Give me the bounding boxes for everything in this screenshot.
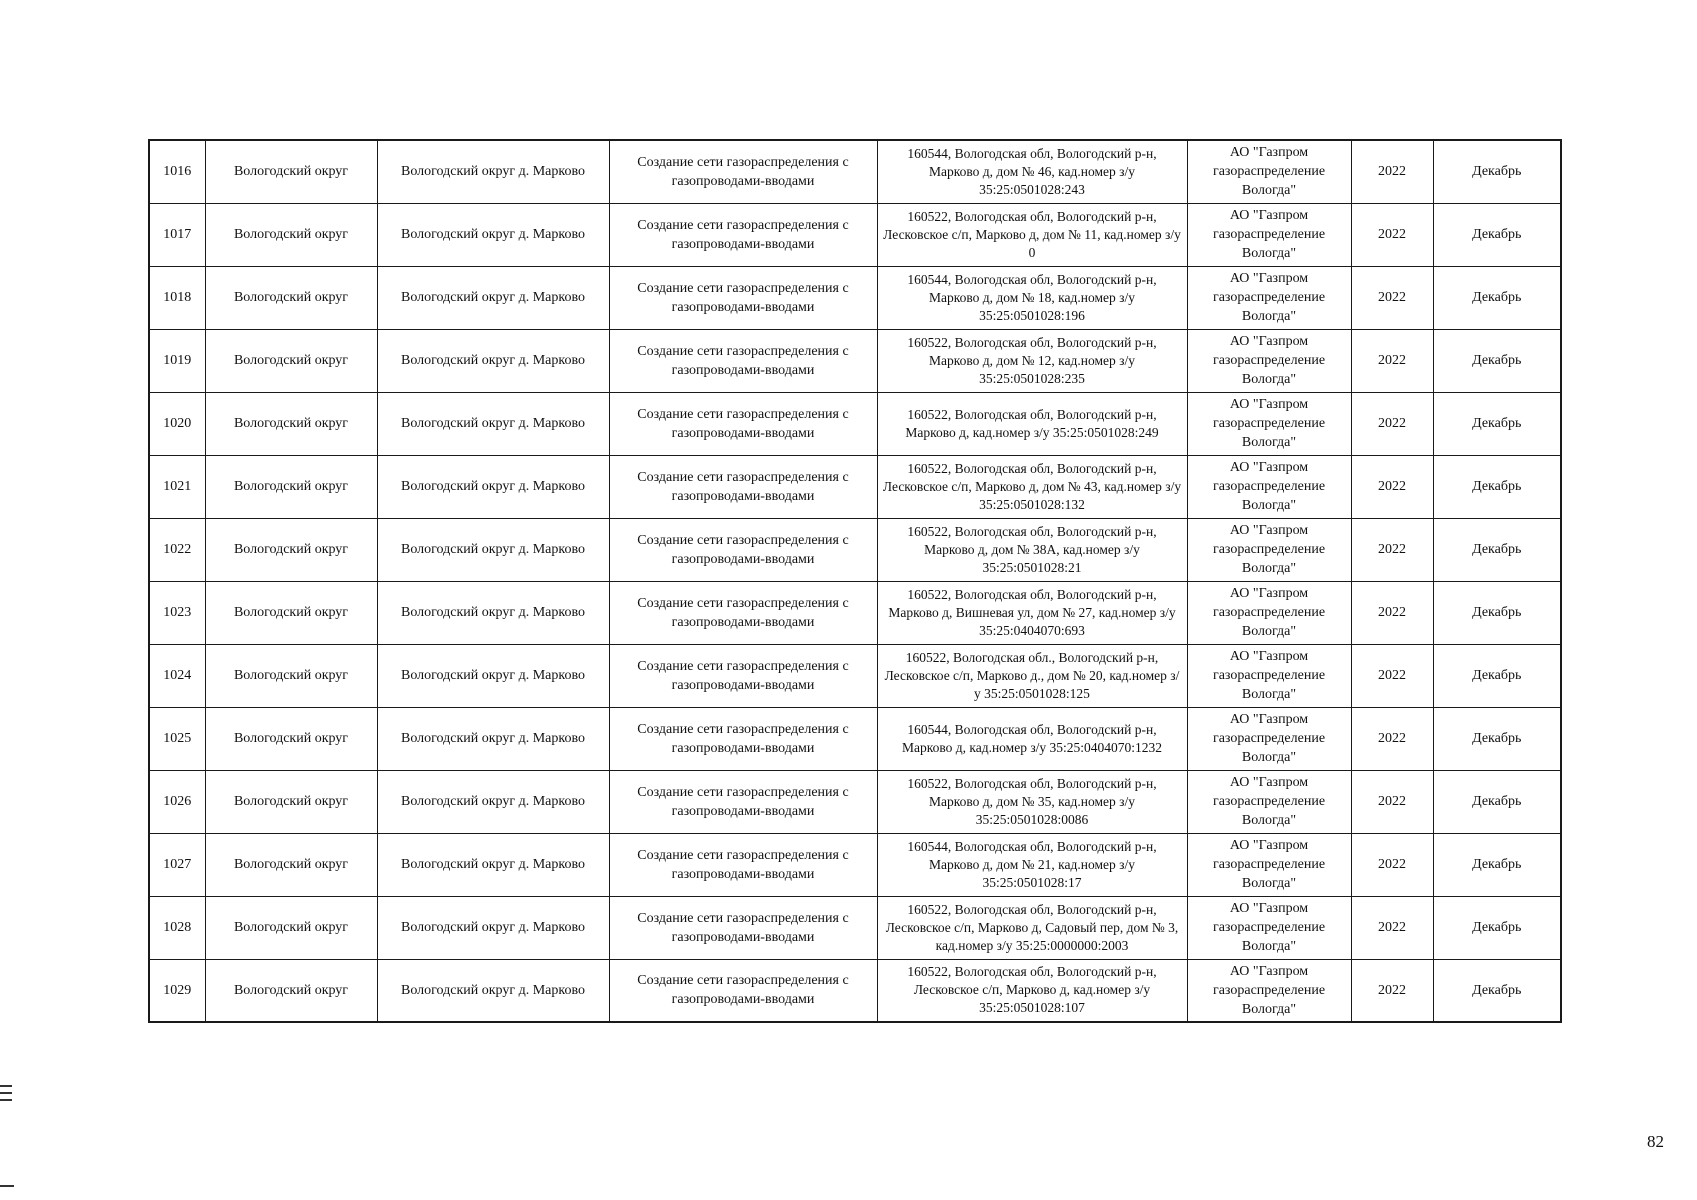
binding-mark bbox=[0, 1099, 12, 1101]
month-cell: Декабрь bbox=[1433, 266, 1561, 329]
table-row bbox=[149, 392, 1561, 455]
object-cell: Создание сети газораспределения с газопроводами-вводами bbox=[609, 455, 877, 518]
organization-cell: АО "Газпром газораспределение Вологда" bbox=[1187, 266, 1351, 329]
row-number-cell: 1028 bbox=[149, 896, 205, 959]
organization-cell: АО "Газпром газораспределение Вологда" bbox=[1187, 707, 1351, 770]
address-cell: 160544, Вологодская обл, Вологодский р-н, Марково д, дом № 21, кад.номер з/у 35:25:0501028:17 bbox=[877, 833, 1187, 896]
district-cell: Вологодский округ bbox=[205, 959, 377, 1022]
year-cell: 2022 bbox=[1351, 203, 1433, 266]
organization-cell: АО "Газпром газораспределение Вологда" bbox=[1187, 203, 1351, 266]
year-cell: 2022 bbox=[1351, 959, 1433, 1022]
month-cell: Декабрь bbox=[1433, 959, 1561, 1022]
binding-mark bbox=[0, 1085, 12, 1087]
row-number-cell: 1022 bbox=[149, 518, 205, 581]
row-number-cell: 1016 bbox=[149, 140, 205, 203]
organization-cell: АО "Газпром газораспределение Вологда" bbox=[1187, 959, 1351, 1022]
binding-mark bbox=[0, 1185, 14, 1187]
address-cell: 160522, Вологодская обл, Вологодский р-н, Марково д, дом № 12, кад.номер з/у 35:25:0501028:235 bbox=[877, 329, 1187, 392]
object-cell: Создание сети газораспределения с газопроводами-вводами bbox=[609, 203, 877, 266]
month-cell: Декабрь bbox=[1433, 140, 1561, 203]
table-row bbox=[149, 833, 1561, 896]
organization-cell: АО "Газпром газораспределение Вологда" bbox=[1187, 392, 1351, 455]
locality-cell: Вологодский округ д. Марково bbox=[377, 770, 609, 833]
address-cell: 160544, Вологодская обл, Вологодский р-н, Марково д, кад.номер з/у 35:25:0404070:1232 bbox=[877, 707, 1187, 770]
district-cell: Вологодский округ bbox=[205, 518, 377, 581]
address-cell: 160522, Вологодская обл, Вологодский р-н, Марково д, дом № 35, кад.номер з/у 35:25:0501028:0086 bbox=[877, 770, 1187, 833]
locality-cell: Вологодский округ д. Марково bbox=[377, 896, 609, 959]
address-cell: 160522, Вологодская обл, Вологодский р-н, Лесковское с/п, Марково д, кад.номер з/у 35:25:0501028:107 bbox=[877, 959, 1187, 1022]
table-row bbox=[149, 140, 1561, 203]
table-body bbox=[149, 140, 1561, 1022]
district-cell: Вологодский округ bbox=[205, 833, 377, 896]
address-cell: 160522, Вологодская обл., Вологодский р-н, Лесковское с/п, Марково д., дом № 20, кад.номер з/у 35:25:0501028:125 bbox=[877, 644, 1187, 707]
month-cell: Декабрь bbox=[1433, 896, 1561, 959]
object-cell: Создание сети газораспределения с газопроводами-вводами bbox=[609, 266, 877, 329]
locality-cell: Вологодский округ д. Марково bbox=[377, 203, 609, 266]
year-cell: 2022 bbox=[1351, 770, 1433, 833]
table-row bbox=[149, 266, 1561, 329]
row-number-cell: 1024 bbox=[149, 644, 205, 707]
object-cell: Создание сети газораспределения с газопроводами-вводами bbox=[609, 581, 877, 644]
organization-cell: АО "Газпром газораспределение Вологда" bbox=[1187, 833, 1351, 896]
object-cell: Создание сети газораспределения с газопроводами-вводами bbox=[609, 392, 877, 455]
district-cell: Вологодский округ bbox=[205, 644, 377, 707]
locality-cell: Вологодский округ д. Марково bbox=[377, 581, 609, 644]
district-cell: Вологодский округ bbox=[205, 140, 377, 203]
row-number-cell: 1018 bbox=[149, 266, 205, 329]
organization-cell: АО "Газпром газораспределение Вологда" bbox=[1187, 581, 1351, 644]
district-cell: Вологодский округ bbox=[205, 581, 377, 644]
address-cell: 160544, Вологодская обл, Вологодский р-н, Марково д, дом № 46, кад.номер з/у 35:25:0501028:243 bbox=[877, 140, 1187, 203]
object-cell: Создание сети газораспределения с газопроводами-вводами bbox=[609, 896, 877, 959]
district-cell: Вологодский округ bbox=[205, 896, 377, 959]
locality-cell: Вологодский округ д. Марково bbox=[377, 518, 609, 581]
district-cell: Вологодский округ bbox=[205, 392, 377, 455]
month-cell: Декабрь bbox=[1433, 770, 1561, 833]
district-cell: Вологодский округ bbox=[205, 707, 377, 770]
district-cell: Вологодский округ bbox=[205, 266, 377, 329]
year-cell: 2022 bbox=[1351, 392, 1433, 455]
table-row bbox=[149, 455, 1561, 518]
district-cell: Вологодский округ bbox=[205, 455, 377, 518]
month-cell: Декабрь bbox=[1433, 707, 1561, 770]
locality-cell: Вологодский округ д. Марково bbox=[377, 833, 609, 896]
organization-cell: АО "Газпром газораспределение Вологда" bbox=[1187, 644, 1351, 707]
table-row bbox=[149, 518, 1561, 581]
table-row bbox=[149, 644, 1561, 707]
row-number-cell: 1020 bbox=[149, 392, 205, 455]
table-row bbox=[149, 329, 1561, 392]
row-number-cell: 1017 bbox=[149, 203, 205, 266]
row-number-cell: 1029 bbox=[149, 959, 205, 1022]
object-cell: Создание сети газораспределения с газопроводами-вводами bbox=[609, 959, 877, 1022]
organization-cell: АО "Газпром газораспределение Вологда" bbox=[1187, 518, 1351, 581]
object-cell: Создание сети газораспределения с газопроводами-вводами bbox=[609, 329, 877, 392]
year-cell: 2022 bbox=[1351, 455, 1433, 518]
district-cell: Вологодский округ bbox=[205, 770, 377, 833]
locality-cell: Вологодский округ д. Марково bbox=[377, 707, 609, 770]
locality-cell: Вологодский округ д. Марково bbox=[377, 392, 609, 455]
month-cell: Декабрь bbox=[1433, 455, 1561, 518]
month-cell: Декабрь bbox=[1433, 833, 1561, 896]
month-cell: Декабрь bbox=[1433, 203, 1561, 266]
row-number-cell: 1027 bbox=[149, 833, 205, 896]
table-row bbox=[149, 707, 1561, 770]
year-cell: 2022 bbox=[1351, 644, 1433, 707]
row-number-cell: 1019 bbox=[149, 329, 205, 392]
gasification-schedule-table bbox=[148, 139, 1562, 1023]
address-cell: 160544, Вологодская обл, Вологодский р-н, Марково д, дом № 18, кад.номер з/у 35:25:0501028:196 bbox=[877, 266, 1187, 329]
address-cell: 160522, Вологодская обл, Вологодский р-н, Марково д, дом № 38А, кад.номер з/у 35:25:0501028:21 bbox=[877, 518, 1187, 581]
table-row bbox=[149, 203, 1561, 266]
table-row bbox=[149, 896, 1561, 959]
organization-cell: АО "Газпром газораспределение Вологда" bbox=[1187, 140, 1351, 203]
object-cell: Создание сети газораспределения с газопроводами-вводами bbox=[609, 140, 877, 203]
organization-cell: АО "Газпром газораспределение Вологда" bbox=[1187, 770, 1351, 833]
table-row bbox=[149, 581, 1561, 644]
object-cell: Создание сети газораспределения с газопроводами-вводами bbox=[609, 770, 877, 833]
year-cell: 2022 bbox=[1351, 896, 1433, 959]
month-cell: Декабрь bbox=[1433, 329, 1561, 392]
address-cell: 160522, Вологодская обл, Вологодский р-н, Лесковское с/п, Марково д, дом № 11, кад.номер з/у 0 bbox=[877, 203, 1187, 266]
year-cell: 2022 bbox=[1351, 833, 1433, 896]
year-cell: 2022 bbox=[1351, 266, 1433, 329]
month-cell: Декабрь bbox=[1433, 644, 1561, 707]
organization-cell: АО "Газпром газораспределение Вологда" bbox=[1187, 896, 1351, 959]
month-cell: Декабрь bbox=[1433, 518, 1561, 581]
address-cell: 160522, Вологодская обл, Вологодский р-н, Марково д, Вишневая ул, дом № 27, кад.номер з/у 35:25:0404070:693 bbox=[877, 581, 1187, 644]
month-cell: Декабрь bbox=[1433, 581, 1561, 644]
table-row bbox=[149, 959, 1561, 1022]
locality-cell: Вологодский округ д. Марково bbox=[377, 455, 609, 518]
organization-cell: АО "Газпром газораспределение Вологда" bbox=[1187, 455, 1351, 518]
year-cell: 2022 bbox=[1351, 140, 1433, 203]
locality-cell: Вологодский округ д. Марково bbox=[377, 140, 609, 203]
table-row bbox=[149, 770, 1561, 833]
locality-cell: Вологодский округ д. Марково bbox=[377, 266, 609, 329]
locality-cell: Вологодский округ д. Марково bbox=[377, 329, 609, 392]
row-number-cell: 1021 bbox=[149, 455, 205, 518]
month-cell: Декабрь bbox=[1433, 392, 1561, 455]
locality-cell: Вологодский округ д. Марково bbox=[377, 959, 609, 1022]
year-cell: 2022 bbox=[1351, 329, 1433, 392]
page-number: 82 bbox=[1647, 1132, 1664, 1151]
address-cell: 160522, Вологодская обл, Вологодский р-н, Марково д, кад.номер з/у 35:25:0501028:249 bbox=[877, 392, 1187, 455]
year-cell: 2022 bbox=[1351, 518, 1433, 581]
year-cell: 2022 bbox=[1351, 707, 1433, 770]
row-number-cell: 1025 bbox=[149, 707, 205, 770]
locality-cell: Вологодский округ д. Марково bbox=[377, 644, 609, 707]
row-number-cell: 1023 bbox=[149, 581, 205, 644]
binding-mark bbox=[0, 1092, 12, 1094]
row-number-cell: 1026 bbox=[149, 770, 205, 833]
district-cell: Вологодский округ bbox=[205, 203, 377, 266]
object-cell: Создание сети газораспределения с газопроводами-вводами bbox=[609, 644, 877, 707]
district-cell: Вологодский округ bbox=[205, 329, 377, 392]
organization-cell: АО "Газпром газораспределение Вологда" bbox=[1187, 329, 1351, 392]
address-cell: 160522, Вологодская обл, Вологодский р-н, Лесковское с/п, Марково д, Садовый пер, дом № 3, кад.номер з/у 35:25:0000000:2003 bbox=[877, 896, 1187, 959]
address-cell: 160522, Вологодская обл, Вологодский р-н, Лесковское с/п, Марково д, дом № 43, кад.номер з/у 35:25:0501028:132 bbox=[877, 455, 1187, 518]
year-cell: 2022 bbox=[1351, 581, 1433, 644]
object-cell: Создание сети газораспределения с газопроводами-вводами bbox=[609, 707, 877, 770]
object-cell: Создание сети газораспределения с газопроводами-вводами bbox=[609, 518, 877, 581]
object-cell: Создание сети газораспределения с газопроводами-вводами bbox=[609, 833, 877, 896]
